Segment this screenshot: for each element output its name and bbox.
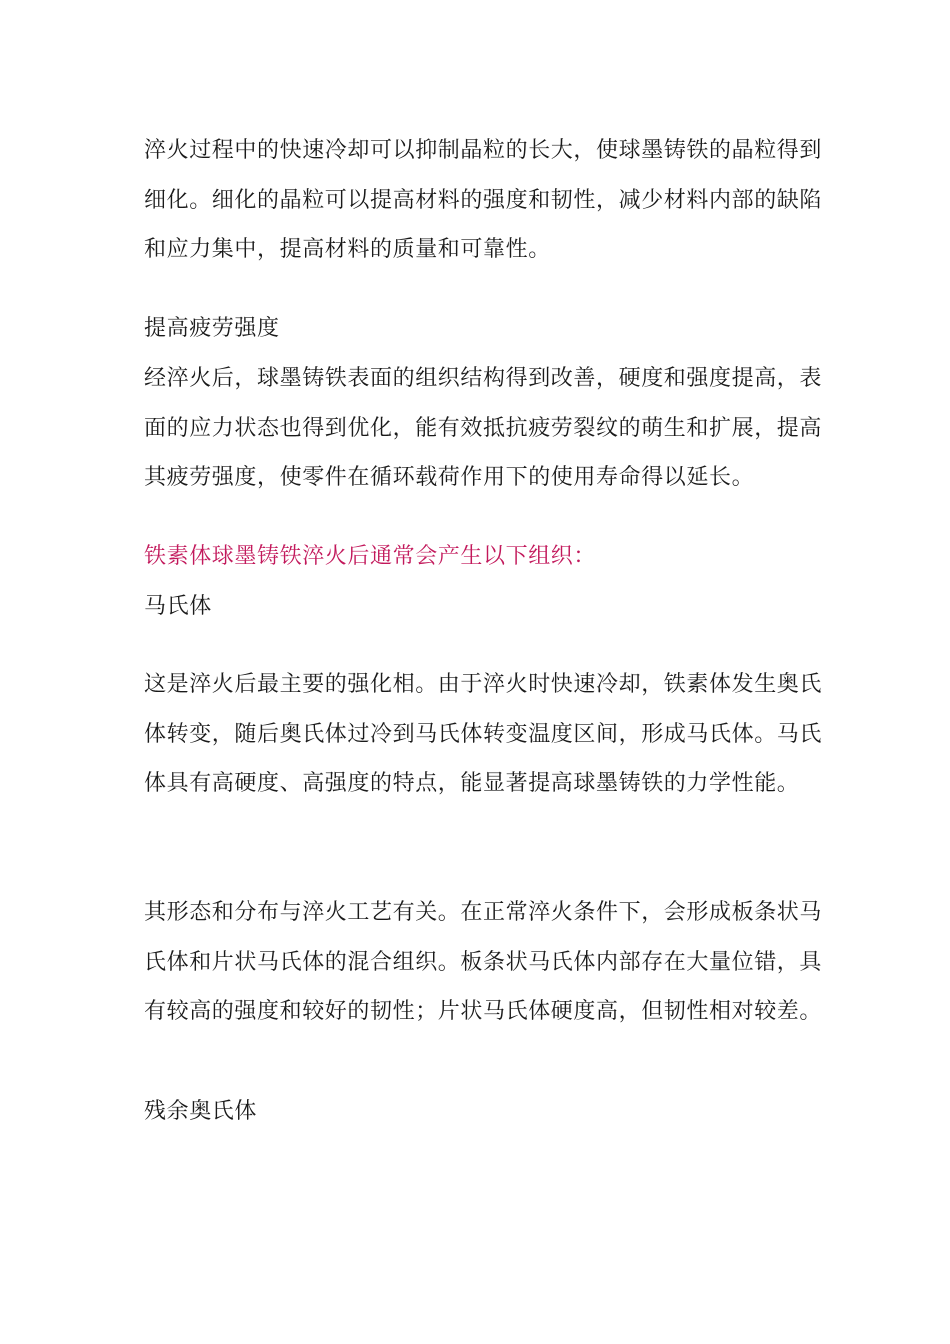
paragraph-grain-refinement: 淬火过程中的快速冷却可以抑制晶粒的长大，使球墨铸铁的晶粒得到细化。细化的晶粒可以提高材料的强度和韧性，减少材料内部的缺陷和应力集中，提高材料的质量和可靠性。 — [144, 138, 823, 262]
heading-retained-austenite: 残余奥氏体 — [144, 1099, 258, 1124]
paragraph-martensite-intro: 这是淬火后最主要的强化相。由于淬火时快速冷却，铁素体发生奥氏体转变，随后奥氏体过冷到马氏体转变温度区间，形成马氏体。马氏体具有高硬度、高强度的特点，能显著提高球墨铸铁的力学性能。 — [144, 672, 823, 796]
paragraph-martensite-morphology: 其形态和分布与淬火工艺有关。在正常淬火条件下，会形成板条状马氏体和片状马氏体的混合组织。板条状马氏体内部存在大量位错，具有较高的强度和较好的韧性；片状马氏体硬度高，但韧性相对较差。 — [144, 900, 823, 1024]
section-title-structures: 铁素体球墨铸铁淬火后通常会产生以下组织： — [144, 544, 597, 569]
paragraph-fatigue-strength: 经淬火后，球墨铸铁表面的组织结构得到改善，硬度和强度提高，表面的应力状态也得到优化，能有效抵抗疲劳裂纹的萌生和扩展，提高其疲劳强度，使零件在循环载荷作用下的使用寿命得以延长。 — [144, 366, 823, 490]
heading-fatigue-strength: 提高疲劳强度 — [144, 316, 280, 341]
heading-martensite: 马氏体 — [144, 594, 212, 619]
